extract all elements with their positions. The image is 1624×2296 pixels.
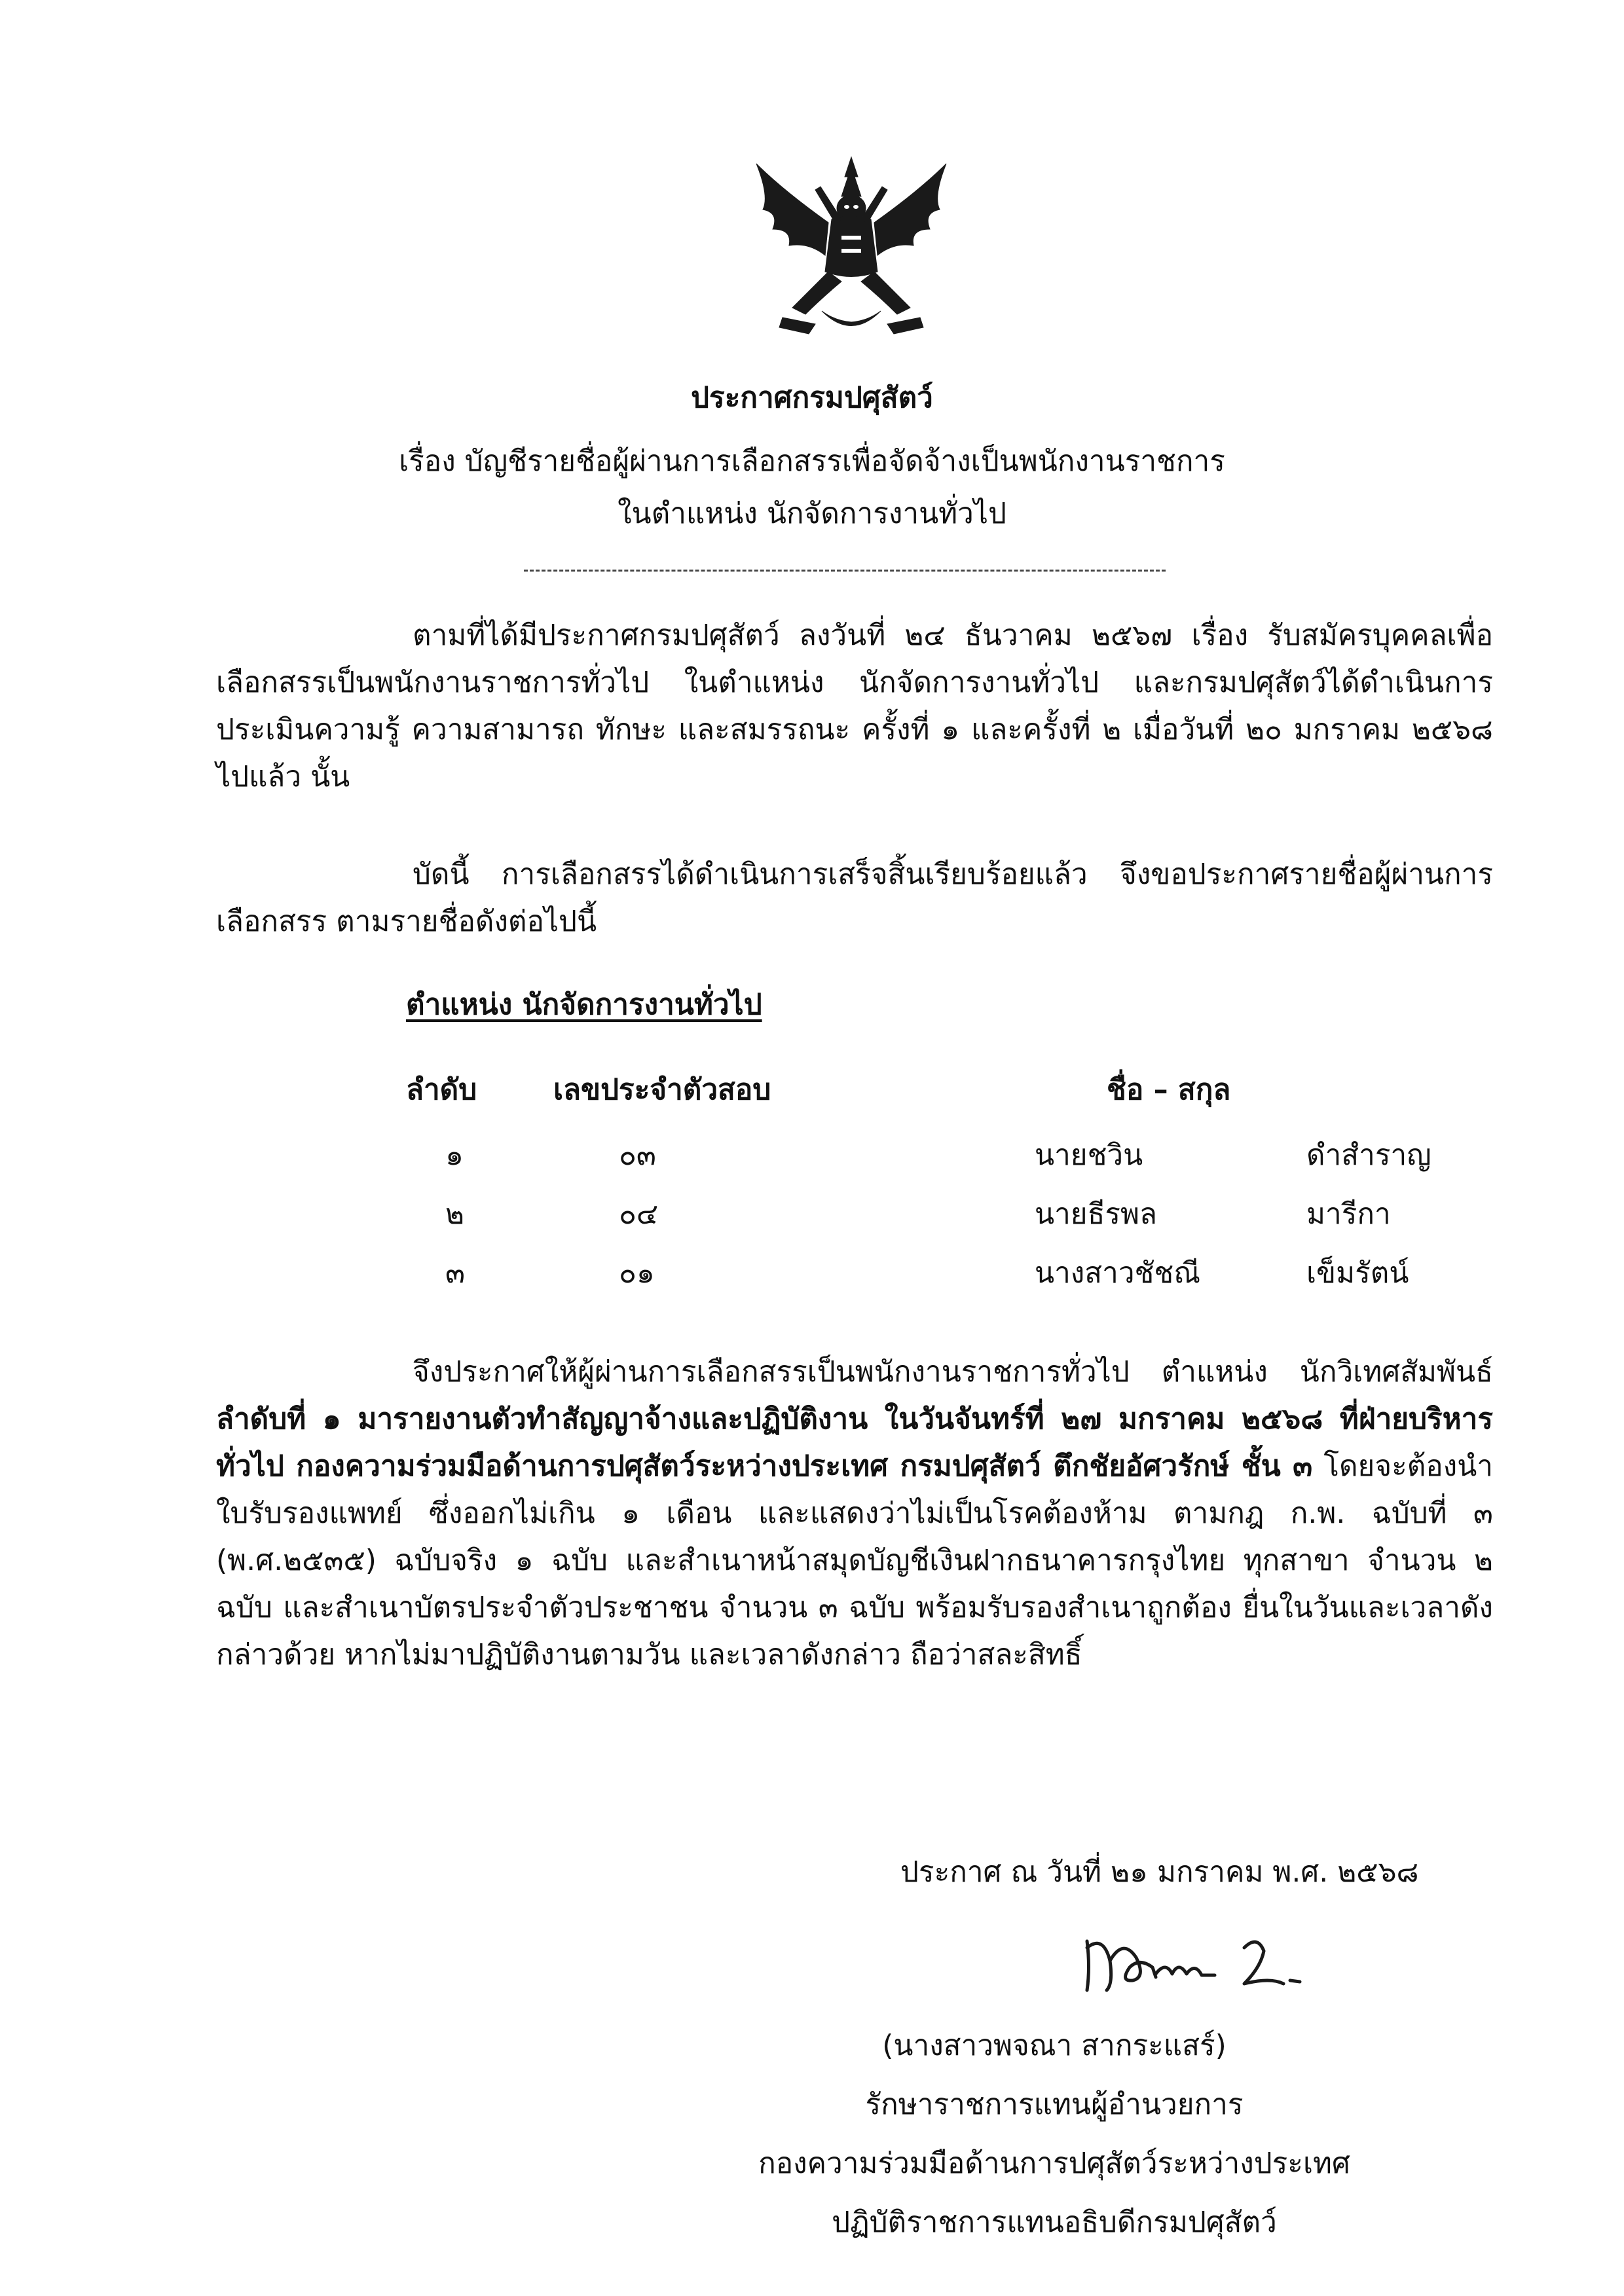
row-last-name: มารีกา xyxy=(1306,1197,1391,1231)
header-exam-id: เลขประจำตัวสอบ xyxy=(553,1073,771,1106)
announcement-title: ประกาศกรมปศุสัตว์ xyxy=(691,381,933,414)
row-exam-id: ๐๓ xyxy=(619,1139,656,1172)
row-first-name: นายชวิน xyxy=(1035,1139,1143,1172)
row-order: ๑ xyxy=(445,1139,464,1172)
signer-name: (นางสาวพจณา สากระแสร์) xyxy=(882,2029,1227,2062)
header-order: ลำดับ xyxy=(406,1073,477,1106)
divider xyxy=(524,570,1166,572)
position-heading: ตำแหน่ง นักจัดการงานทั่วไป xyxy=(406,988,762,1021)
paragraph-3 xyxy=(216,1349,1493,1679)
row-last-name: เข็มรัตน์ xyxy=(1306,1256,1409,1290)
row-exam-id: ๐๑ xyxy=(619,1256,655,1290)
paragraph-1: ตามที่ได้มีประกาศกรมปศุสัตว์ ลงวันที่ ๒๔ ธันวาคม ๒๕๖๗ เรื่อง รับสมัครบุคคลเพื่อเลือกสรรเป็นพนักงานราชการทั่วไป ในตำแหน่ง นักจัดการงานทั่วไป และกรมปศุสัตว์ได้ดำเนินการประเมินความรู้ ความสามารถ ทักษะ และสมรรถนะ ครั้งที่ ๑ และครั้งที่ ๒ เมื่อวันที่ ๒๐ มกราคม ๒๕๖๘ ไปแล้ว นั้น xyxy=(216,619,1493,793)
handwritten-signature xyxy=(1074,1922,1349,2007)
header-name: ชื่อ – สกุล xyxy=(1107,1073,1231,1106)
position-line: ในตำแหน่ง นักจัดการงานทั่วไป xyxy=(618,497,1006,530)
date-line: ประกาศ ณ วันที่ ๒๑ มกราคม พ.ศ. ๒๕๖๘ xyxy=(900,1855,1419,1889)
subject-line: เรื่อง บัญชีรายชื่อผู้ผ่านการเลือกสรรเพื่อจัดจ้างเป็นพนักงานราชการ xyxy=(399,445,1225,478)
signer-title-3: ปฏิบัติราชการแทนอธิบดีกรมปศุสัตว์ xyxy=(832,2206,1277,2239)
signer-title-2: กองความร่วมมือด้านการปศุสัตว์ระหว่างประเทศ xyxy=(758,2147,1350,2180)
row-last-name: ดำสำราญ xyxy=(1306,1139,1431,1172)
paragraph-3-bold: ลำดับที่ ๑ มารายงานตัวทำสัญญาจ้างและปฏิบัติงาน ในวันจันทร์ที่ ๒๗ มกราคม ๒๕๖๘ ที่ฝ่ายบริหารทั่วไป กองความร่วมมือด้านการปศุสัตว์ระหว่างประเทศ กรมปศุสัตว์ ตึกชัยอัศวรักษ์ ชั้น ๓ xyxy=(216,1402,1493,1483)
paragraph-2: บัดนี้ การเลือกสรรได้ดำเนินการเสร็จสิ้นเรียบร้อยแล้ว จึงขอประกาศรายชื่อผู้ผ่านการเลือกสรร ตามรายชื่อดังต่อไปนี้ xyxy=(216,858,1493,938)
paragraph-3-rest: โดยจะต้องนำใบรับรองแพทย์ ซึ่งออกไม่เกิน ๑ เดือน และแสดงว่าไม่เป็นโรคต้องห้าม ตามกฎ ก.พ. ฉบับที่ ๓ (พ.ศ.๒๕๓๕) ฉบับจริง ๑ ฉบับ และสำเนาหน้าสมุดบัญชีเงินฝากธนาคารกรุงไทย ทุกสาขา จำนวน ๒ ฉบับ และสำเนาบัตรประจำตัวประชาชน จำนวน ๓ ฉบับ พร้อมรับรองสำเนาถูกต้อง ยื่นในวันและเวลาดังกล่าวด้วย หากไม่มาปฏิบัติงานตามวัน และเวลาดังกล่าว ถือว่าสละสิทธิ์ xyxy=(216,1449,1493,1671)
garuda-emblem-icon xyxy=(743,151,959,340)
row-order: ๒ xyxy=(445,1197,465,1231)
row-exam-id: ๐๔ xyxy=(619,1197,659,1231)
row-first-name: นางสาวชัชณี xyxy=(1035,1256,1201,1290)
row-first-name: นายธีรพล xyxy=(1035,1197,1158,1231)
paragraph-3-intro: จึงประกาศให้ผู้ผ่านการเลือกสรรเป็นพนักงานราชการทั่วไป ตำแหน่ง นักวิเทศสัมพันธ์ xyxy=(413,1355,1493,1389)
signer-title-1: รักษาราชการแทนผู้อำนวยการ xyxy=(865,2088,1244,2121)
row-order: ๓ xyxy=(445,1256,466,1290)
